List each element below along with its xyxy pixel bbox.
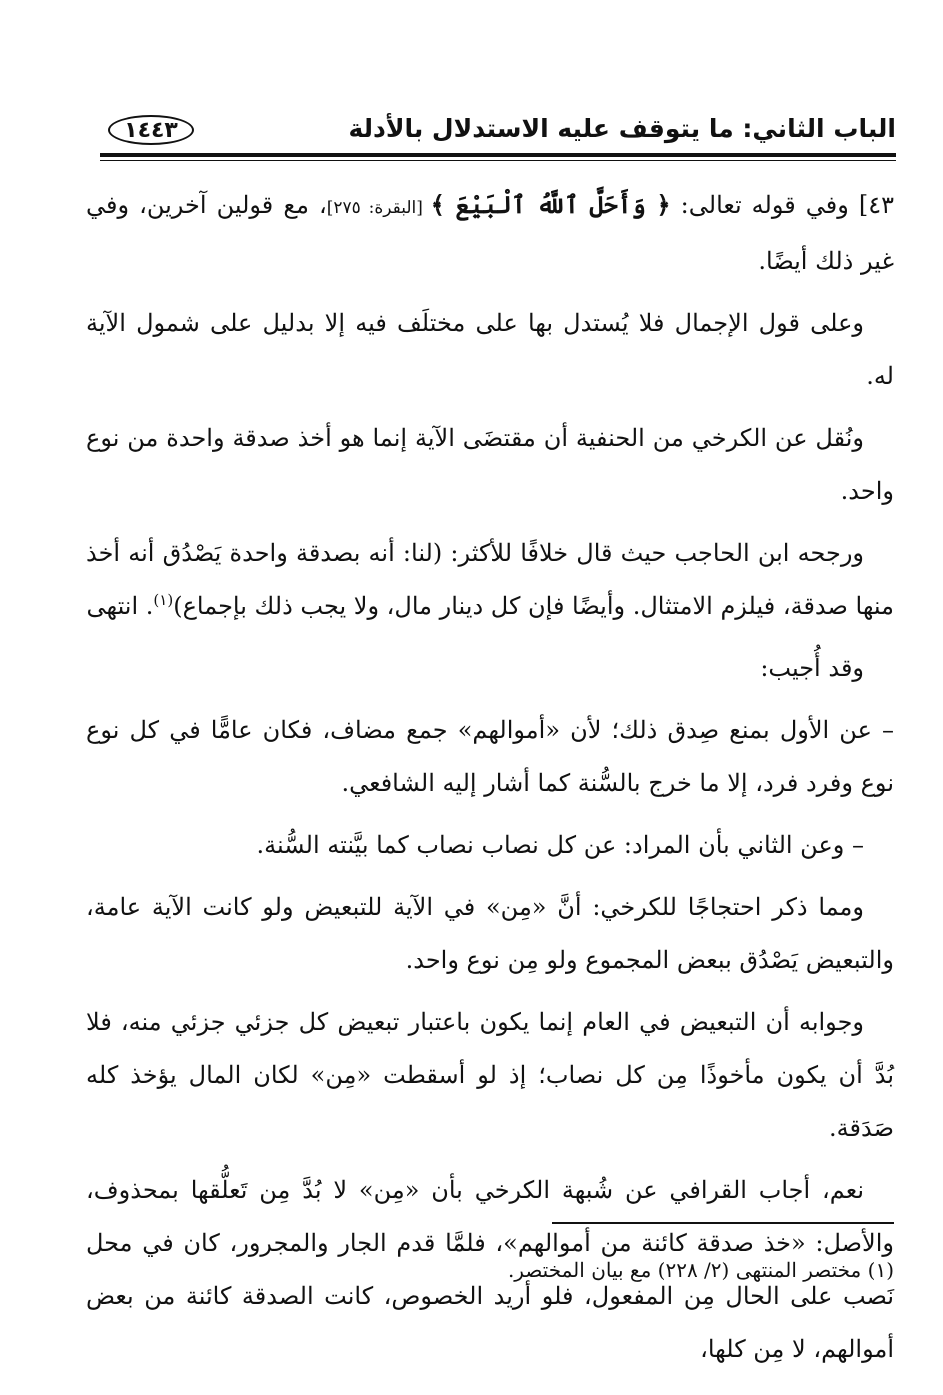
paragraph-4-text: ورجحه ابن الحاجب حيث قال خلافًا للأكثر: (لنا: أنه بصدقة واحدة يَصْدُق أنه أخذ منها صدقة، فيلزم الامتثال. وأيضًا فإن كل دينار مال، ولا يجب ذلك بإجماع)	[86, 539, 894, 620]
paragraph-1-lead: ٤٣] وفي قوله تعالى:	[670, 191, 895, 219]
paragraph-7: – وعن الثاني بأن المراد: عن كل نصاب نصاب كما بيَّنته السُّنة.	[256, 831, 864, 859]
header-rule-thick	[100, 153, 896, 157]
footnote-separator	[552, 1222, 894, 1224]
footnote: (١) مختصر المنتهى (٢/ ٢٢٨) مع بيان المختصر.	[507, 1258, 894, 1282]
footnote-reference: (١)	[153, 591, 174, 609]
page-number: ١٤٤٣	[108, 115, 194, 145]
paragraph-6: – عن الأول بمنع صِدق ذلك؛ لأن «أموالهم» جمع مضاف، فكان عامًّا في كل نوع نوع وفرد فرد، إلا ما خرج بالسُّنة كما أشار إليه الشافعي.	[86, 716, 894, 797]
paragraph-3: ونُقل عن الكرخي من الحنفية أن مقتضَى الآية إنما هو أخذ صدقة واحدة من نوع واحد.	[86, 424, 894, 505]
header-rule-thin	[100, 160, 896, 161]
page-header	[100, 100, 896, 160]
verse-reference: [البقرة: ٢٧٥]	[326, 198, 431, 218]
paragraph-4-tail: . انتهى	[86, 592, 154, 620]
quran-verse: ﴿ وَأَحَلَّ ٱللَّهُ ٱلْبَيْعَ ﴾	[430, 190, 671, 219]
paragraph-1-tail: ، مع قولين آخرين، وفي غير ذلك أيضًا.	[86, 191, 894, 275]
paragraph-9: وجوابه أن التبعيض في العام إنما يكون باعتبار تبعيض كل جزئي جزئي منه، فلا بُدَّ أن يكون مأخوذًا مِن كل نصاب؛ إذ لو أسقطت «مِن» لكان المال يؤخذ كله صَدَقة.	[86, 1008, 894, 1142]
running-title: الباب الثاني: ما يتوقف عليه الاستدلال بالأدلة	[348, 114, 896, 143]
paragraph-4	[86, 527, 894, 633]
body-text	[86, 178, 894, 1385]
paragraph-5: وقد أُجيب:	[760, 654, 864, 682]
paragraph-1	[86, 178, 894, 288]
paragraph-8: ومما ذكر احتجاجًا للكرخي: أنَّ «مِن» في الآية للتبعيض ولو كانت الآية عامة، والتبعيض يَصْدُق ببعض المجموع ولو مِن نوع واحد.	[86, 893, 894, 974]
paragraph-2: وعلى قول الإجمال فلا يُستدل بها على مختلَف فيه إلا بدليل على شمول الآية له.	[86, 309, 894, 390]
paragraph-10: نعم، أجاب القرافي عن شُبهة الكرخي بأن «مِن» لا بُدَّ مِن تَعلُّقها بمحذوف، والأصل: «خذ صدقة كائنة من أموالهم»، فلمَّا قدم الجار والمجرور، كان في محل نَصب على الحال مِن المفعول، فلو أريد الخصوص، كانت الصدقة كائنة من بعض أموالهم، لا مِن كلها،	[86, 1176, 894, 1363]
